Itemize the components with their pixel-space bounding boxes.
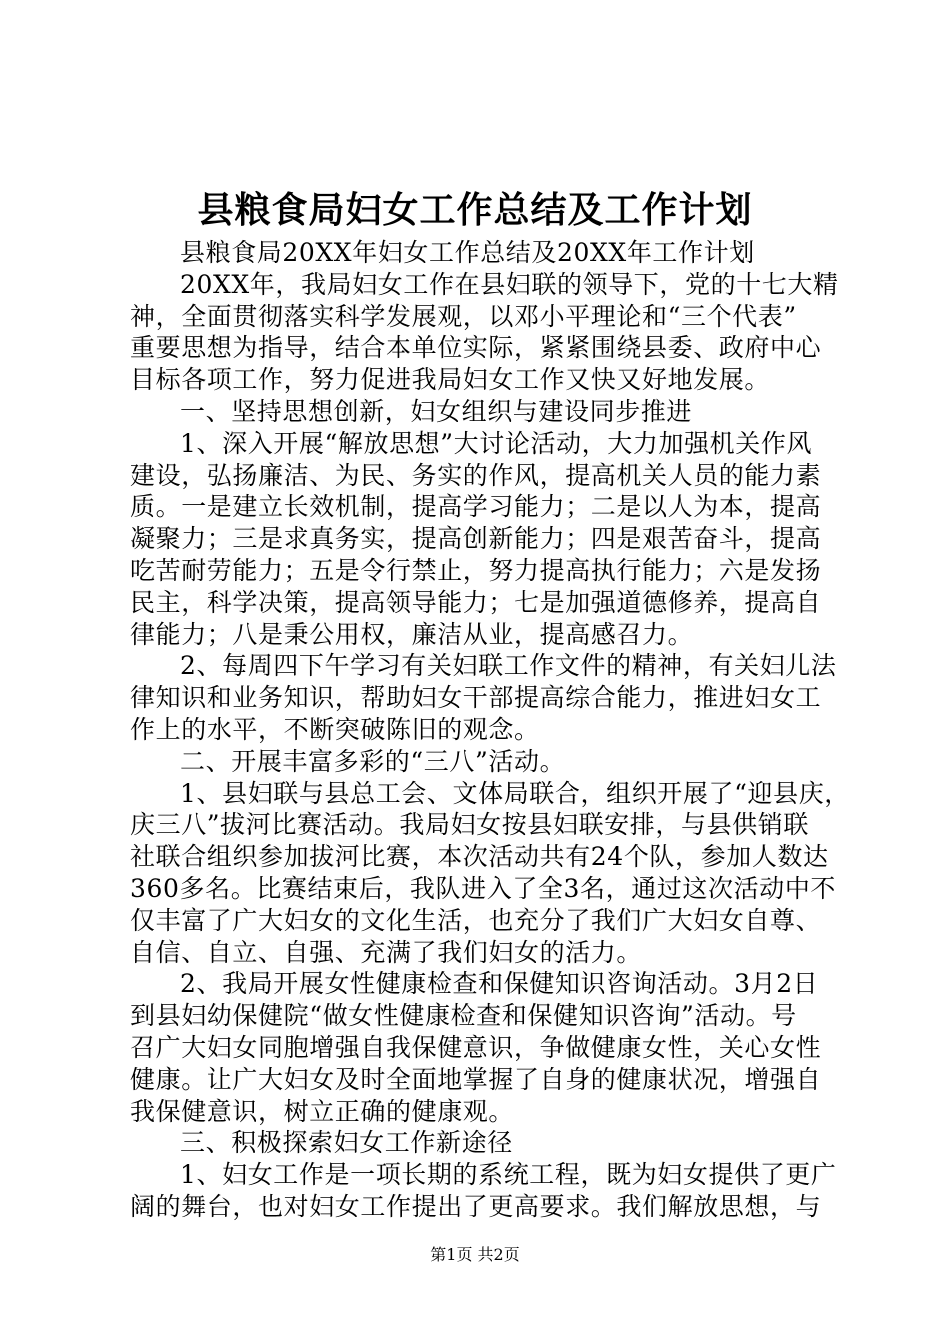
body-line: 召广大妇女同胞增强自我保健意识，争做健康女性，关心女性 <box>130 1032 822 1062</box>
body-line: 二、开展丰富多彩的“三八”活动。 <box>180 746 566 776</box>
page-footer: 第1页 共2页 <box>430 1245 520 1264</box>
body-line: 律能力；八是秉公用权，廉洁从业，提高感召力。 <box>130 619 694 649</box>
body-line: 目标各项工作，努力促进我局妇女工作又快又好地发展。 <box>130 365 771 395</box>
body-line: 仅丰富了广大妇女的文化生活，也充分了我们广大妇女自尊、 <box>130 905 822 935</box>
body-line: 自信、自立、自强、充满了我们妇女的活力。 <box>130 937 643 967</box>
document-body <box>130 237 850 1223</box>
body-line: 律知识和业务知识，帮助妇女干部提高综合能力，推进妇女工 <box>130 683 822 713</box>
body-line: 1、深入开展“解放思想”大讨论活动，大力加强机关作风 <box>180 428 813 458</box>
body-line: 质。一是建立长效机制，提高学习能力；二是以人为本，提高 <box>130 492 822 522</box>
body-line: 县粮食局20XX年妇女工作总结及20XX年工作计划 <box>180 238 755 267</box>
body-line: 360多名。比赛结束后，我队进入了全3名，通过这次活动中不 <box>130 873 837 903</box>
document-title: 县粮食局妇女工作总结及工作计划 <box>197 189 753 231</box>
body-line: 凝聚力；三是求真务实，提高创新能力；四是艰苦奋斗，提高 <box>130 524 822 554</box>
body-line: 三、积极探索妇女工作新途径 <box>180 1128 513 1158</box>
body-line: 重要思想为指导，结合本单位实际，紧紧围绕县委、政府中心 <box>130 333 822 363</box>
body-line: 社联合组织参加拔河比赛，本次活动共有24个队，参加人数达 <box>130 842 829 872</box>
body-line: 1、妇女工作是一项长期的系统工程，既为妇女提供了更广 <box>180 1160 837 1190</box>
body-line: 健康。让广大妇女及时全面地掌握了自身的健康状况，增强自 <box>130 1064 822 1094</box>
body-line: 庆三八”拔河比赛活动。我局妇女按县妇联安排，与县供销联 <box>130 810 809 840</box>
body-line: 作上的水平，不断突破陈旧的观念。 <box>130 714 540 744</box>
body-line: 神，全面贯彻落实科学发展观，以邓小平理论和“三个代表” <box>130 301 797 331</box>
body-line: 建设，弘扬廉洁、为民、务实的作风，提高机关人员的能力素 <box>130 460 822 490</box>
body-line: 1、县妇联与县总工会、文体局联合，组织开展了“迎县庆， <box>180 778 850 808</box>
body-line: 20XX年，我局妇女工作在县妇联的领导下，党的十七大精 <box>180 269 839 299</box>
body-line: 民主，科学决策，提高领导能力；七是加强道德修养，提高自 <box>130 587 822 617</box>
body-line: 2、每周四下午学习有关妇联工作文件的精神，有关妇儿法 <box>180 651 837 681</box>
body-line: 一、坚持思想创新，妇女组织与建设同步推进 <box>180 396 693 426</box>
body-line: 我保健意识，树立正确的健康观。 <box>130 1096 515 1126</box>
body-line: 2、我局开展女性健康检查和保健知识咨询活动。3月2日 <box>180 969 819 999</box>
body-line: 到县妇幼保健院“做女性健康检查和保健知识咨询”活动。号 <box>130 1001 797 1031</box>
body-line: 阔的舞台，也对妇女工作提出了更高要求。我们解放思想，与 <box>130 1191 822 1221</box>
body-line: 吃苦耐劳能力；五是令行禁止，努力提高执行能力；六是发扬 <box>130 555 822 585</box>
